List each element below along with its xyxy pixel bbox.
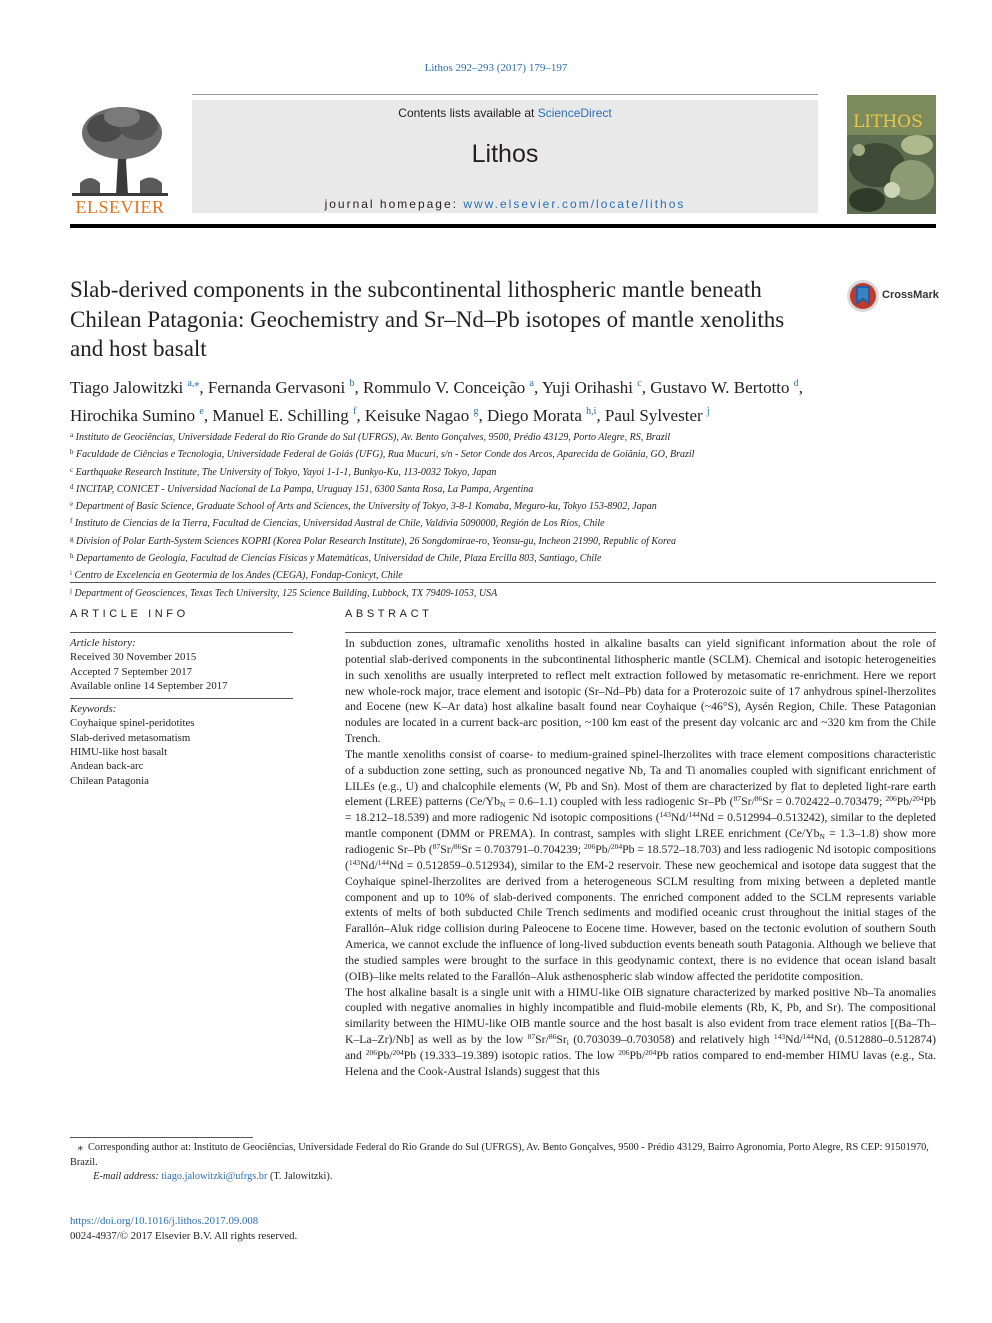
author-affiliation-marker[interactable]: g — [473, 406, 479, 417]
crossmark-icon — [846, 279, 880, 313]
affiliation-key: i — [70, 569, 72, 578]
journal-banner — [192, 100, 818, 213]
keywords-label: Keywords: — [70, 703, 117, 716]
history-label: Article history: — [70, 637, 136, 649]
author-separator: , — [478, 406, 487, 425]
keyword-item: Chilean Patagonia — [70, 774, 149, 787]
keyword-item: Coyhaique spinel-peridotites — [70, 717, 195, 730]
author-affiliation-marker[interactable]: a — [529, 378, 534, 389]
author-name[interactable]: Rommulo V. Conceição — [363, 378, 526, 397]
affiliation-key: c — [70, 465, 74, 474]
author-affiliation-marker[interactable]: a,⁎ — [187, 378, 200, 389]
email-line: E-mail address: tiago.jalowitzki@ufrgs.br (T. Jalowitzki). — [93, 1171, 333, 1182]
sciencedirect-link[interactable]: ScienceDirect — [537, 106, 612, 120]
affiliation-key: j — [70, 586, 72, 595]
corresponding-author-note: ⁎ Corresponding author at: Instituto de Geociências, Universidade Federal do Rio Grande do Sul (UFRGS), Av. Bento Gonçalves, 9500 - Prédio 43129, Bairro Agronomia, Porto Alegre, RS CEP: 91501970, Brazil. — [70, 1142, 929, 1168]
affiliation-key: e — [70, 500, 74, 509]
affiliation-text: Departamento de Geología, Facultad de Ciencias Físicas y Matemáticas, Universidad de Chile, Plaza Ercilla 803, Santiago, Chile — [76, 553, 602, 565]
abstract-paragraph-1: In subduction zones, ultramafic xenoliths hosted in alkaline basalts can yield significant information about the role of potential slab-derived components in the subcontinental lithospheric mantle (SCLM). Chemical and isotopic heterogeneities in such xenoliths are usually interpreted to reflect melt extraction followed by metasomatic re-enrichment. Here we report new whole-rock major, trace element and isotopic (Sr–Nd–Pb) data for a Proterozoic suite of 17 anhydrous spinel-lherzolites and Eocene (new K–Ar data) host alkaline basalt found near Coyhaique (~46°S), Aysén Region, Chile. These Patagonian nodules are located in a current back-arc position, ~100 km east of the present day volcanic arc and ~320 km from the Chile Trench. — [345, 637, 936, 746]
affiliation-rule — [70, 582, 936, 583]
accepted-date: Accepted 7 September 2017 — [70, 665, 193, 678]
author-name[interactable]: Yuji Orihashi — [541, 378, 634, 397]
keyword-item: Andean back-arc — [70, 760, 144, 773]
abstract-column — [345, 608, 936, 1080]
author-affiliation-marker[interactable]: b — [349, 378, 355, 389]
affiliation-text: Department of Basic Science, Graduate School of Arts and Sciences, the University of Tokyo, 3-8-1 Komaba, Meguro-ku, Tokyo 153-8902, Japan — [75, 501, 657, 513]
affiliation-item — [70, 584, 936, 601]
homepage-line — [192, 197, 818, 211]
corresponding-footnote — [70, 1141, 936, 1185]
article-title: Slab-derived components in the subcontinental lithospheric mantle beneath Chilean Patagonia: Geochemistry and Sr–Nd–Pb isotopes of mantle xenoliths and host basalt — [70, 277, 785, 361]
author-affiliation-marker[interactable]: d — [793, 378, 799, 389]
affiliation-key: d — [70, 482, 74, 491]
author-separator: , — [798, 378, 804, 397]
affiliation-key: b — [70, 448, 74, 457]
article-info-column — [70, 608, 293, 788]
affiliation-key: a — [70, 431, 74, 439]
contents-prefix: Contents lists available at — [398, 106, 538, 120]
journal-masthead — [70, 95, 936, 215]
author-name[interactable]: Diego Morata — [486, 406, 582, 425]
affiliation-key: f — [70, 517, 73, 526]
copyright-line: 0024-4937/© 2017 Elsevier B.V. All rights reserved. — [70, 1230, 298, 1242]
author-name[interactable]: Fernanda Gervasoni — [207, 378, 346, 397]
author-separator: , — [354, 378, 364, 397]
online-date: Available online 14 September 2017 — [70, 679, 228, 692]
abstract-paragraph-3: The host alkaline basalt is a single unit with a HIMU-like OIB signature characterized by marked positive Nb–Ta anomalies coupled with negative anomalies in highly incompatible and fluid-mobile elements (Rb, K, Pb, and Sr). The compositional similarity between the HIMU-like OIB mantle source and the host basalt is also evident from trace element ratios [(Ba–Th–K–La–Zr)/Nb] as well as by the low $^{87}Sr/^{86}Sr_i$ (0.703039–0.703058) and relatively high $^{143}Nd/^{144}Nd_i$ (0.512880–0.512874) and $^{206}$Pb/$^{204}$Pb (19.333–19.389) isotopic ratios. The low $^{206}$Pb/$^{204}$Pb ratios compared to end-member HIMU lavas (e.g., Sta. Helena and the Cook-Austral Islands) suggest that this — [345, 985, 937, 1078]
affiliation-text: Earthquake Research Institute, The University of Tokyo, Yayoi 1-1-1, Bunkyo-Ku, 113-0032 Tokyo, Japan — [75, 466, 497, 478]
author-name[interactable]: Keisuke Nagao — [364, 406, 470, 425]
affiliation-item — [70, 497, 936, 514]
author-separator: , — [199, 378, 208, 397]
footnote-rule — [70, 1137, 253, 1138]
affiliation-text: Instituto de Ciencias de la Tierra, Facultad de Ciencias, Universidad Austral de Chile, Valdivia 5090000, Región de Los Ríos, Chile — [74, 518, 605, 530]
keyword-item: HIMU-like host basalt — [70, 746, 168, 759]
journal-name: Lithos — [471, 140, 539, 168]
affiliation-item — [70, 549, 936, 566]
homepage-prefix: journal homepage: — [324, 197, 464, 211]
journal-cover-image — [847, 95, 936, 214]
author-separator: , — [356, 406, 365, 425]
cover-title: LITHOS — [853, 112, 923, 132]
author-name[interactable]: Hirochika Sumino — [70, 406, 196, 425]
affiliation-text: INCITAP, CONICET - Universidad Nacional de La Pampa, Uruguay 151, 6300 Santa Rosa, La Pampa, Argentina — [76, 483, 534, 495]
affiliation-text: Faculdade de Ciências e Tecnologia, Universidade Federal de Goiás (UFG), Rua Mucuri, s/n - Setor Conde dos Arcos, Aparecida de Goiânia, GO, Brazil — [76, 449, 695, 461]
author-separator: , — [596, 406, 605, 425]
author-affiliation-marker[interactable]: c — [637, 378, 642, 389]
affiliation-text: Department of Geosciences, Texas Tech University, 125 Science Building, Lubbock, TX 79409-1053, USA — [74, 587, 498, 599]
affiliation-item — [70, 428, 936, 445]
affiliation-text: Division of Polar Earth-System Sciences KOPRI (Korea Polar Research Institute), 26 Songdomirae-ro, Yeonsu-gu, Incheon 21990, Republic of Korea — [76, 535, 676, 547]
email-link[interactable]: tiago.jalowitzki@ufrgs.br — [161, 1171, 268, 1182]
article-history — [70, 633, 293, 693]
author-separator: , — [534, 378, 542, 397]
received-date: Received 30 November 2015 — [70, 651, 197, 664]
abstract-body — [345, 632, 936, 1080]
author-name[interactable]: Paul Sylvester — [604, 406, 703, 425]
author-affiliation-marker[interactable]: f — [353, 406, 357, 417]
author-name[interactable]: Manuel E. Schilling — [212, 406, 349, 425]
affiliation-key: g — [70, 534, 74, 543]
abstract-paragraph-2: The mantle xenoliths consist of coarse- to medium-grained spinel-lherzolites with trace element compositions characteristic of a subduction zone setting, such as pronounced negative Nb, Ta and Ti anomalies coupled with significant enrichment of LILEs (e.g., U) and chalcophile elements (W, Pb and Sn). Most of them are characterized by flat to depleted light-rare earth element (LREE) patterns $(Ce/Yb_N = 0.6-1.1)$ coupled with less radiogenic Sr–Pb ($^{87}$Sr/$^{86}$Sr = 0.702422–0.703479; $^{206}$Pb/$^{204}$Pb = 18.212–18.539) and more radiogenic Nd isotopic compositions ($^{143}$Nd/$^{144}$Nd = 0.512994–0.513242), similar to the depleted mantle component (DMM or PREMA). In contrast, samples with slight LREE enrichment $(Ce/Yb_N = 1.3-1.8)$ show more radiogenic Sr–Pb ($^{87}$Sr/$^{86}$Sr = 0.703791–0.704239; $^{206}$Pb/$^{204}$Pb = 18.572–18.703) and less radiogenic Nd isotopic compositions ($^{143}$Nd/$^{144}$Nd = 0.512859–0.512934), similar to the EM-2 reservoir. These new geochemical and isotope data suggest that the Coyhaique spinel-lherzolites are derived from a heterogeneous SCLM resulting from mixing between a depleted mantle component and up to 10% of slab-derived components. The enriched component added to the SCLM represents variable extents of melts of both subducted Chile Trench sediments and modified oceanic crust throughout the initial stages of the Farallón–Aluk ridge collision during Paleocene to Eocene time. However, based on the tectonic evolution of southern South America, we cannot exclude the influence of long-lived subduction events beneath south Patagonia. Although we believe that the studied samples were brought to the surface in this geodynamic context, there is no evidence that ocean island basalt (OIB)–like melts related to the Farallón–Aluk asthenospheric slab window affected the peridotite composition. — [345, 747, 937, 983]
author-name[interactable]: Gustavo W. Bertotto — [650, 378, 790, 397]
author-name[interactable]: Tiago Jalowitzki — [70, 378, 184, 397]
affiliation-text: Centro de Excelencia en Geotermia de los Andes (CEGA), Fondap-Conicyt, Chile — [74, 570, 403, 582]
affiliation-item — [70, 480, 936, 497]
masthead-bottom-rule — [70, 224, 936, 228]
author-affiliation-marker[interactable]: j — [706, 406, 710, 417]
doi-link[interactable]: https://doi.org/10.1016/j.lithos.2017.09.008 — [70, 1215, 259, 1227]
affiliation-list — [70, 428, 936, 601]
abstract-heading: ABSTRACT — [345, 608, 433, 620]
affiliation-text: Instituto de Geociências, Universidade Federal do Rio Grande do Sul (UFRGS), Av. Bento Gonçalves, 9500, Prédio 43129, Porto Alegre, RS, Brazil — [75, 432, 671, 443]
author-separator: , — [641, 378, 651, 397]
affiliation-key: h — [70, 552, 74, 561]
homepage-link[interactable]: www.elsevier.com/locate/lithos — [463, 197, 686, 211]
crossmark-badge[interactable] — [846, 279, 940, 313]
affiliation-item — [70, 532, 936, 549]
elsevier-wordmark: ELSEVIER — [75, 197, 165, 217]
masthead-top-rule — [192, 94, 818, 95]
journal-citation[interactable]: Lithos 292–293 (2017) 179–197 — [424, 62, 568, 74]
author-affiliation-marker[interactable]: h,i — [586, 406, 597, 417]
affiliation-item — [70, 514, 936, 531]
affiliation-item — [70, 463, 936, 480]
article-info-heading: ARTICLE INFO — [70, 608, 189, 620]
crossmark-label: CrossMark — [882, 289, 939, 301]
affiliation-item — [70, 445, 936, 462]
keywords-block — [70, 699, 293, 788]
author-list — [70, 372, 936, 428]
contents-line — [192, 106, 818, 120]
author-separator: , — [203, 406, 213, 425]
author-affiliation-marker[interactable]: e — [199, 406, 204, 417]
keyword-item: Slab-derived metasomatism — [70, 731, 191, 744]
